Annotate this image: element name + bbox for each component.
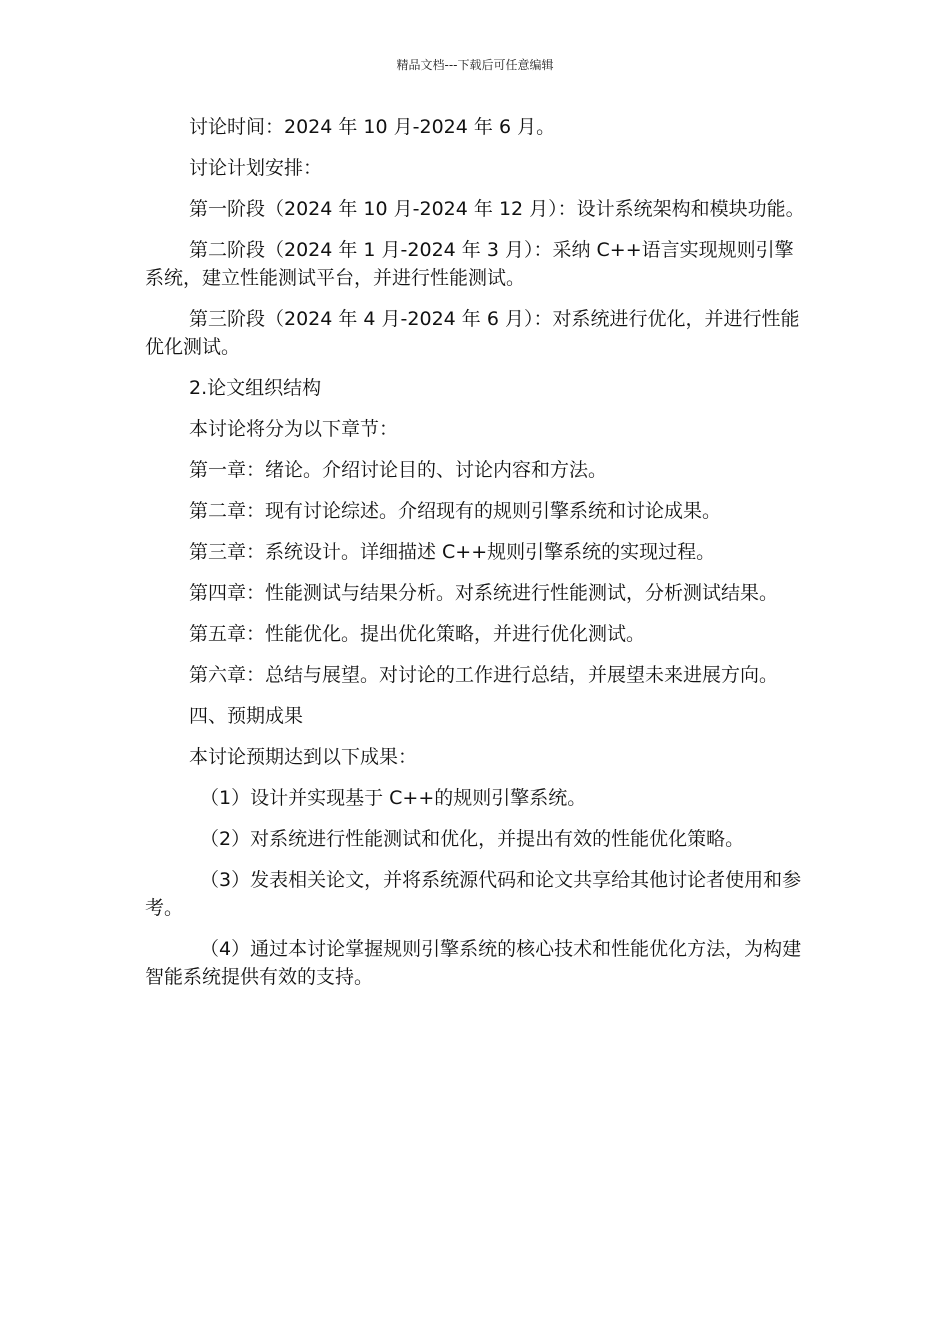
- result-item: （4）通过本讨论掌握规则引擎系统的核心技术和性能优化方法，为构建智能系统提供有效的支持。: [145, 938, 802, 988]
- chapter-one: 第一章：绪论。介绍讨论目的、讨论内容和方法。: [189, 459, 608, 481]
- plan-heading: 讨论计划安排：: [189, 157, 323, 179]
- section-heading-structure: 2.论文组织结构: [189, 377, 322, 399]
- research-period: 讨论时间：2024 年 10 月-2024 年 6 月。: [189, 116, 556, 138]
- chapter-two: 第二章：现有讨论综述。介绍现有的规则引擎系统和讨论成果。: [189, 500, 722, 522]
- section-heading-results: 四、预期成果: [189, 705, 304, 727]
- phase-two: 第二阶段（2024 年 1 月-2024 年 3 月）：采纳 C++语言实现规则引擎系统，建立性能测试平台，并进行性能测试。: [145, 239, 794, 289]
- result-item: （1）设计并实现基于 C++的规则引擎系统。: [200, 787, 587, 809]
- document-body: [145, 113, 810, 1004]
- chapter-three: 第三章：系统设计。详细描述 C++规则引擎系统的实现过程。: [189, 541, 716, 563]
- chapters-intro: 本讨论将分为以下章节：: [189, 418, 399, 440]
- chapter-six: 第六章：总结与展望。对讨论的工作进行总结，并展望未来进展方向。: [189, 664, 779, 686]
- result-item: （3）发表相关论文，并将系统源代码和论文共享给其他讨论者使用和参考。: [145, 869, 802, 919]
- page-header: 精品文档---下载后可任意编辑: [396, 58, 554, 72]
- results-intro: 本讨论预期达到以下成果：: [189, 746, 418, 768]
- result-item: （2）对系统进行性能测试和优化，并提出有效的性能优化策略。: [200, 828, 745, 850]
- phase-three: 第三阶段（2024 年 4 月-2024 年 6 月）：对系统进行优化，并进行性能优化测试。: [145, 308, 800, 358]
- chapter-four: 第四章：性能测试与结果分析。对系统进行性能测试，分析测试结果。: [189, 582, 779, 604]
- phase-one: 第一阶段（2024 年 10 月-2024 年 12 月）：设计系统架构和模块功能。: [189, 198, 805, 220]
- chapter-five: 第五章：性能优化。提出优化策略，并进行优化测试。: [189, 623, 646, 645]
